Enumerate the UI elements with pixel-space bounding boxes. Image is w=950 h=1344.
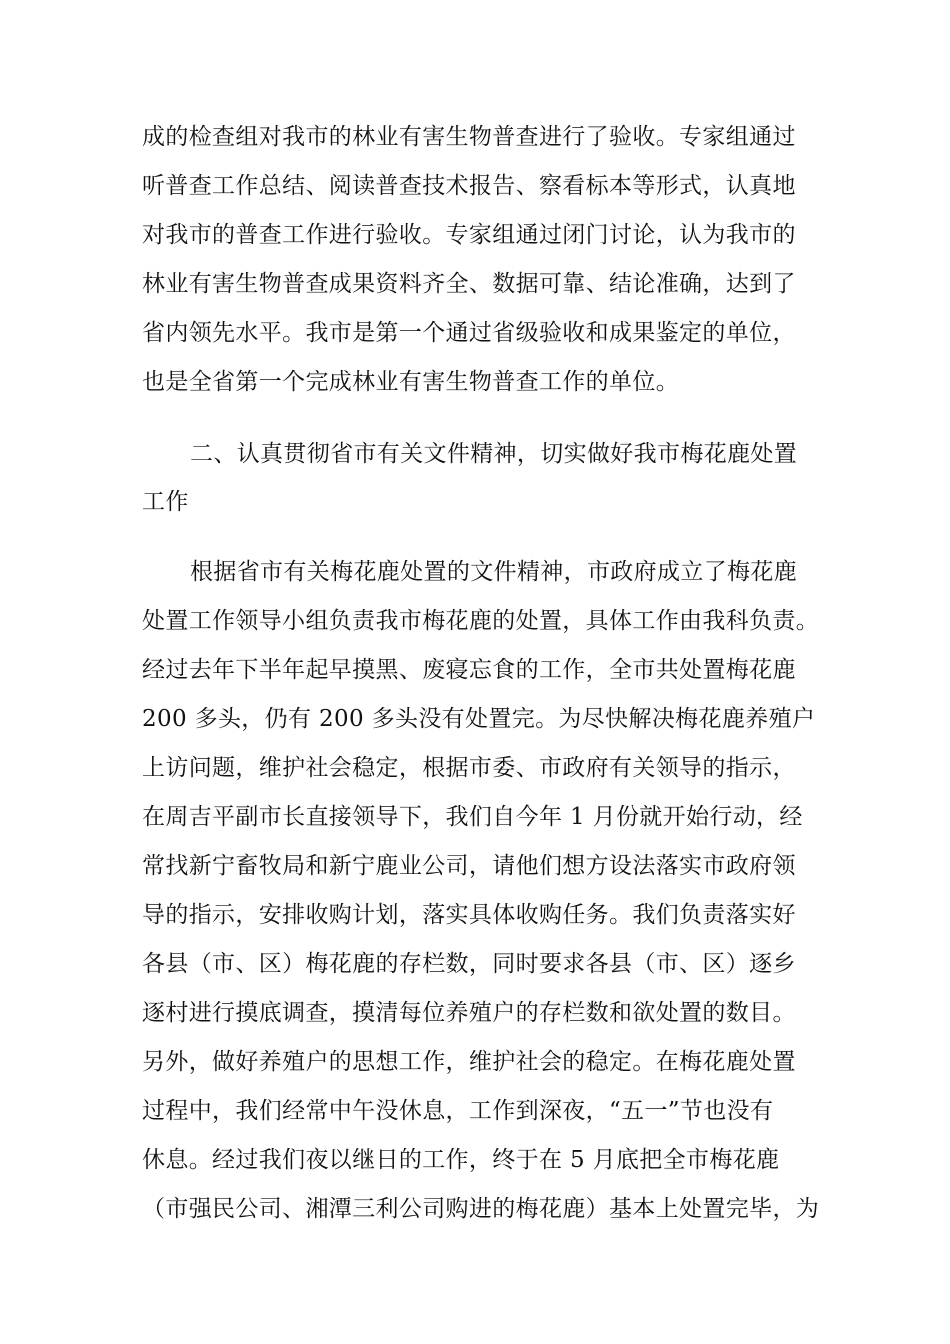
paragraph-3-line-7: 常找新宁畜牧局和新宁鹿业公司，请他们想方设法落实市政府领 [142, 853, 796, 879]
paragraph-3-line-6: 在周吉平副市长直接领导下，我们自今年 1 月份就开始行动，经 [142, 804, 803, 830]
paragraph-3-line-9: 各县（市、区）梅花鹿的存栏数，同时要求各县（市、区）逐乡 [142, 951, 796, 977]
paragraph-3-line-14: （市强民公司、湘潭三利公司购进的梅花鹿）基本上处置完毕，为 [142, 1196, 820, 1222]
paragraph-1-line-5: 省内领先水平。我市是第一个通过省级验收和成果鉴定的单位， [142, 320, 796, 346]
paragraph-3-line-10: 逐村进行摸底调查，摸清每位养殖户的存栏数和欲处置的数目。 [142, 1000, 796, 1026]
paragraph-1-line-1: 成的检查组对我市的林业有害生物普查进行了验收。专家组通过 [142, 124, 796, 150]
paragraph-3-line-3: 经过去年下半年起早摸黑、废寝忘食的工作，全市共处置梅花鹿 [142, 657, 796, 683]
paragraph-1-line-6: 也是全省第一个完成林业有害生物普查工作的单位。 [142, 369, 680, 395]
paragraph-3-line-4: 200 多头，仍有 200 多头没有处置完。为尽快解决梅花鹿养殖户 [142, 706, 816, 732]
paragraph-1-line-2: 听普查工作总结、阅读普查技术报告、察看标本等形式，认真地 [142, 173, 796, 199]
paragraph-3-line-11: 另外，做好养殖户的思想工作，维护社会的稳定。在梅花鹿处置 [142, 1049, 796, 1075]
paragraph-3-line-12: 过程中，我们经常中午没休息，工作到深夜，“五一”节也没有 [142, 1098, 774, 1124]
paragraph-3-line-8: 导的指示，安排收购计划，落实具体收购任务。我们负责落实好 [142, 902, 796, 928]
paragraph-1-line-4: 林业有害生物普查成果资料齐全、数据可靠、结论准确，达到了 [142, 271, 796, 297]
section-heading-line-1: 二、认真贯彻省市有关文件精神，切实做好我市梅花鹿处置 [190, 441, 798, 467]
paragraph-3-line-1: 根据省市有关梅花鹿处置的文件精神，市政府成立了梅花鹿 [190, 559, 798, 585]
paragraph-3-line-13: 休息。经过我们夜以继日的工作，终于在 5 月底把全市梅花鹿 [142, 1147, 780, 1173]
paragraph-1-line-3: 对我市的普查工作进行验收。专家组通过闭门讨论，认为我市的 [142, 222, 796, 248]
paragraph-3-line-5: 上访问题，维护社会稳定，根据市委、市政府有关领导的指示， [142, 755, 796, 781]
paragraph-3-line-2: 处置工作领导小组负责我市梅花鹿的处置，具体工作由我科负责。 [142, 608, 820, 634]
section-heading-line-2: 工作 [142, 489, 189, 515]
